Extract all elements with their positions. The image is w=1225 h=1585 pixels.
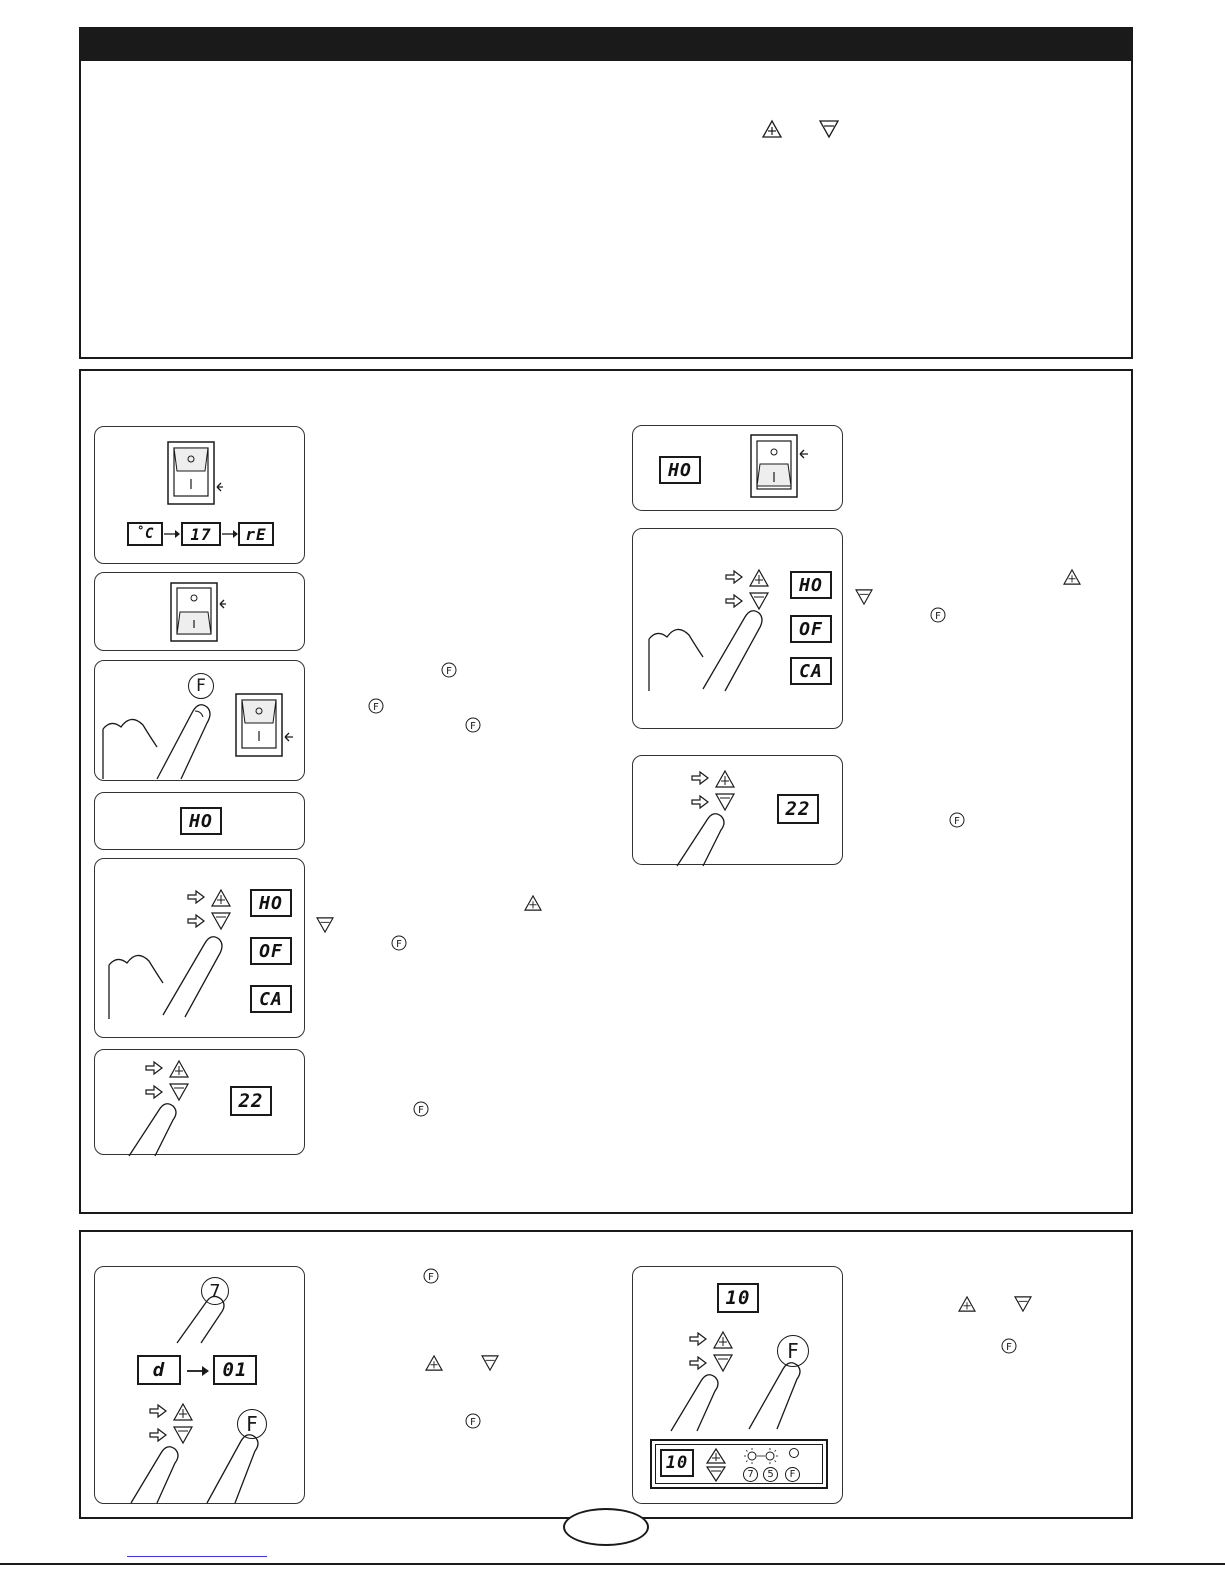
power-switch-icon: [167, 441, 227, 509]
svg-text:F: F: [1006, 1342, 1012, 1353]
function-button-icon: F: [188, 673, 214, 699]
minus-triangle-icon: [819, 120, 839, 138]
plus-triangle-icon: [958, 1296, 976, 1312]
button-seven-icon: 7: [743, 1467, 758, 1482]
power-switch-icon: [235, 693, 301, 763]
function-button-icon: [465, 1413, 481, 1429]
finger-pointer-icon: [673, 810, 733, 866]
finger-pointer-icon: [647, 609, 767, 694]
function-button-icon: [413, 1101, 429, 1117]
plus-minus-stack-icon: [706, 1448, 726, 1482]
function-button-icon: [368, 698, 384, 714]
finger-pointer-icon: [173, 1293, 233, 1343]
minus-triangle-icon: [316, 917, 334, 933]
function-button-icon: F: [785, 1467, 800, 1482]
footer-link-underline[interactable]: [127, 1556, 267, 1557]
section-top: [79, 27, 1133, 359]
panel-set-value-ten: [632, 1266, 843, 1504]
display-zero-one: 01: [213, 1355, 257, 1385]
panel-display-ho: [94, 792, 305, 850]
display-ca: CA: [790, 657, 832, 685]
display-ten: 10: [660, 1449, 694, 1477]
display-ca: CA: [250, 985, 292, 1013]
footer-rule: [0, 1563, 1225, 1565]
arrow-right-icon: [222, 530, 238, 538]
display-twenty-two: 22: [777, 794, 819, 824]
plus-triangle-icon: [1063, 569, 1081, 585]
panel-set-temperature-right: [632, 755, 843, 865]
plus-triangle-icon: [425, 1355, 443, 1371]
display-deg-c: ˚C: [127, 522, 163, 546]
svg-text:F: F: [935, 611, 941, 622]
power-switch-icon: [170, 582, 230, 644]
display-twenty-two: 22: [230, 1086, 272, 1116]
finger-pointer-icon: [203, 1427, 269, 1503]
plus-triangle-icon: [524, 895, 542, 911]
display-ho: HO: [790, 571, 832, 599]
function-button-icon: [1001, 1338, 1017, 1354]
panel-hold-f-switch-on: [94, 660, 305, 781]
function-button-icon: [465, 717, 481, 733]
svg-text:F: F: [470, 1417, 476, 1428]
function-button-icon: [391, 935, 407, 951]
finger-pointer-icon: [107, 929, 227, 1019]
function-button-icon: [441, 662, 457, 678]
display-ten: 10: [717, 1283, 759, 1313]
panel-set-temperature: [94, 1049, 305, 1155]
display-ho: HO: [180, 807, 222, 835]
display-of: OF: [250, 937, 292, 965]
display-ho: HO: [250, 889, 292, 917]
finger-pointer-icon: [745, 1355, 811, 1429]
svg-text:F: F: [396, 939, 402, 950]
svg-text:F: F: [446, 666, 452, 677]
svg-text:F: F: [428, 1272, 434, 1283]
svg-text:F: F: [373, 702, 379, 713]
page-number-oval: [563, 1508, 649, 1546]
function-button-icon: [930, 607, 946, 623]
finger-pointer-icon: [667, 1371, 727, 1431]
panel-select-mode: [94, 858, 305, 1038]
display-d: d: [137, 1355, 181, 1385]
panel-ho-switch: [632, 425, 843, 511]
svg-text:F: F: [470, 721, 476, 732]
blinking-led-icon: [742, 1447, 782, 1465]
function-button-icon: [949, 812, 965, 828]
svg-text:F: F: [418, 1105, 424, 1116]
button-seven-icon: 7: [201, 1277, 229, 1305]
display-ho: HO: [659, 456, 701, 484]
arrow-right-icon: [187, 1366, 209, 1376]
panel-switch-on-sequence: [94, 426, 305, 564]
section-title-bar: [81, 29, 1131, 61]
panel-button-seven-sequence: [94, 1266, 305, 1504]
minus-triangle-icon: [1014, 1296, 1032, 1312]
function-button-icon: F: [777, 1335, 809, 1367]
arrow-right-icon: [164, 530, 180, 538]
svg-text:F: F: [954, 816, 960, 827]
finger-pointer-icon: [125, 1100, 185, 1156]
display-re: rE: [238, 522, 274, 546]
minus-triangle-icon: [855, 589, 873, 605]
plus-triangle-icon: [762, 120, 782, 138]
led-indicator: [789, 1448, 799, 1458]
button-five-icon: 5: [763, 1467, 778, 1482]
panel-switch-off: [94, 572, 305, 651]
power-switch-icon: [750, 434, 816, 504]
finger-pointer-icon: [127, 1443, 187, 1503]
control-panel-strip: [650, 1439, 828, 1489]
function-button-icon: F: [237, 1409, 267, 1439]
panel-select-mode-right: [632, 528, 843, 729]
function-button-icon: [423, 1268, 439, 1284]
display-seventeen: 17: [181, 522, 221, 546]
minus-triangle-icon: [481, 1355, 499, 1371]
finger-pointer-icon: [101, 689, 221, 779]
display-of: OF: [790, 615, 832, 643]
